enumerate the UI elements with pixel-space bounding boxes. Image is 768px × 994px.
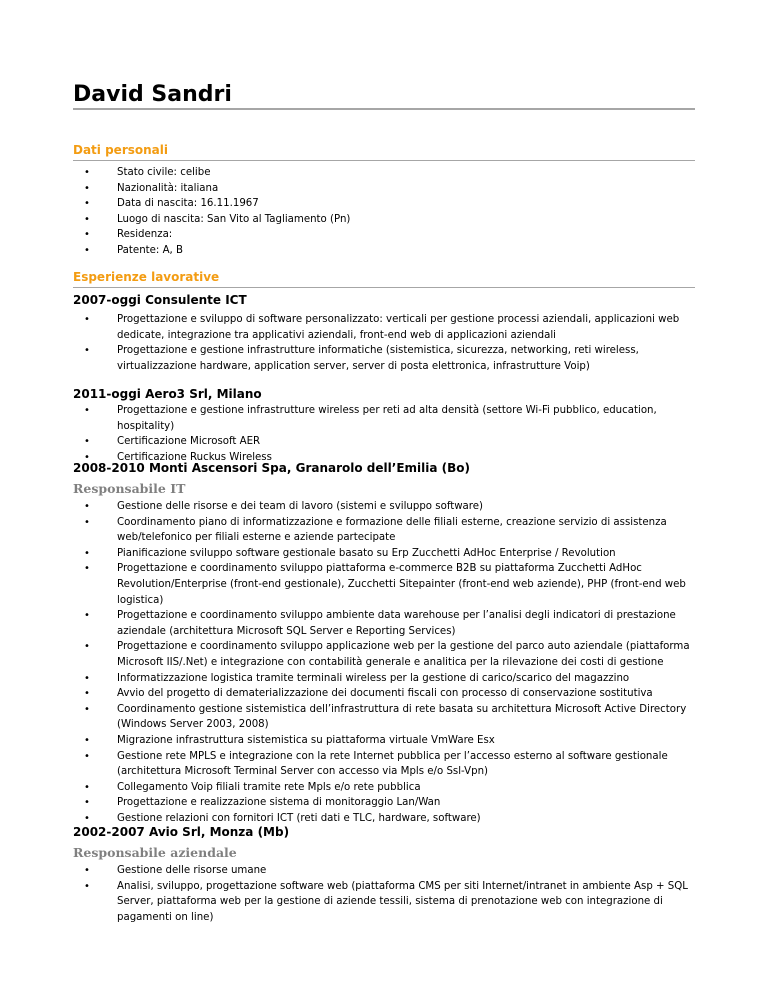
list-item-text: Coordinamento piano di informatizzazione e formazione delle filiali esterne, creazione servizio di assistenza web/telefonico per filiali esterne e aziende partecipate [117, 516, 667, 544]
list-item-text: Progettazione e sviluppo di software personalizzato: verticali per gestione processi aziendali, applicazioni web dedicate, integrazione tra applicativi aziendali, front-end web di applicazioni aziendali [117, 314, 680, 341]
list-item-text: Nazionalità: italiana [117, 182, 219, 194]
list-item [73, 196, 695, 212]
list-item-text: Certificazione Microsoft AER [117, 436, 261, 448]
bullet-icon: • [84, 703, 90, 715]
list-item [73, 312, 695, 343]
list-item [73, 749, 695, 780]
job-role: Responsabile IT [73, 481, 186, 496]
bullet-icon: • [84, 213, 90, 225]
section-title-personal: Dati personali [73, 143, 168, 157]
list-item-text: Gestione relazioni con fornitori ICT (reti dati e TLC, hardware, software) [117, 812, 481, 824]
list-item-text: Progettazione e gestione infrastrutture informatiche (sistemistica, sicurezza, networking, reti wireless, virtualizzazione hardware, application server, server di posta elettronica, infrastrutture Voip) [117, 345, 639, 372]
bullet-icon: • [84, 865, 90, 876]
bullet-icon: • [84, 244, 90, 256]
list-item [73, 863, 695, 879]
list-item-text: Avvio del progetto di dematerializzazione dei documenti fiscali con processo di conservazione sostitutiva [117, 688, 653, 700]
bullet-icon: • [84, 436, 90, 448]
list-item-text: Progettazione e realizzazione sistema di monitoraggio Lan/Wan [117, 797, 441, 809]
list-item [73, 733, 695, 749]
list-item-text: Progettazione e coordinamento sviluppo piattaforma e-commerce B2B su piattaforma Zucchetti AdHoc Revolution/Enterprise (front-end gestionale), Zucchetti Sitepainter (front-end web aziende), PHP (front-end web logistica) [117, 563, 686, 606]
bullet-icon: • [84, 812, 90, 824]
list-item-text: Pianificazione sviluppo software gestionale basato su Erp Zucchetti AdHoc Enterprise / Revolution [117, 547, 616, 559]
bullet-icon: • [84, 451, 90, 463]
bullet-icon: • [84, 880, 90, 892]
list-item [73, 546, 695, 562]
person-name: David Sandri [73, 82, 232, 107]
list-item-text: Collegamento Voip filiali tramite rete Mpls e/o rete pubblica [117, 781, 421, 793]
job-title: 2002-2007 Avio Srl, Monza (Mb) [73, 825, 290, 839]
bullet-icon: • [84, 405, 90, 416]
list-item [73, 639, 695, 670]
list-item-text: Gestione delle risorse e dei team di lavoro (sistemi e sviluppo software) [117, 501, 483, 512]
list-item [73, 403, 695, 434]
bullet-icon: • [84, 501, 90, 512]
list-item [73, 243, 695, 259]
bullet-icon: • [84, 198, 90, 210]
list-item [73, 343, 695, 374]
job-role: Responsabile aziendale [73, 845, 237, 860]
list-item [73, 165, 695, 181]
list-item-text: Data di nascita: 16.11.1967 [117, 198, 259, 210]
section-divider [73, 160, 695, 161]
list-item [73, 212, 695, 228]
list-item [73, 795, 695, 811]
bullet-icon: • [84, 167, 90, 178]
list-item-text: Residenza: [117, 229, 173, 241]
bullet-icon: • [84, 781, 90, 793]
list-item-text: Gestione rete MPLS e integrazione con la rete Internet pubblica per l’accesso esterno al software gestionale (architettura Microsoft Terminal Server con accesso via Mpls e/o Ssl-Vpn) [117, 750, 668, 778]
bullet-icon: • [84, 734, 90, 746]
bullet-icon: • [84, 229, 90, 241]
list-item [73, 686, 695, 702]
list-item-text: Migrazione infrastruttura sistemistica su piattaforma virtuale VmWare Esx [117, 734, 495, 746]
job-title: 2011-oggi Aero3 Srl, Milano [73, 387, 262, 401]
list-item-text: Progettazione e gestione infrastrutture wireless per reti ad alta densità (settore Wi-Fi pubblico, education, hospitality) [117, 405, 657, 432]
list-item [73, 181, 695, 197]
job-title: 2007-oggi Consulente ICT [73, 293, 247, 307]
bullet-icon: • [84, 610, 90, 622]
job-list [73, 863, 695, 925]
section-title-experience: Esperienze lavorative [73, 270, 220, 284]
list-item [73, 434, 695, 450]
list-item [73, 671, 695, 687]
bullet-icon: • [84, 750, 90, 762]
bullet-icon: • [84, 563, 90, 575]
list-item [73, 608, 695, 639]
section-experience [73, 270, 695, 288]
bullet-icon: • [84, 797, 90, 809]
list-item [73, 227, 695, 243]
bullet-icon: • [84, 345, 90, 357]
bullet-icon: • [84, 641, 90, 653]
section-divider [73, 287, 695, 288]
list-item [73, 702, 695, 733]
list-item [73, 780, 695, 796]
list-item [73, 515, 695, 546]
list-item [73, 561, 695, 608]
list-item [73, 499, 695, 515]
list-item-text: Luogo di nascita: San Vito al Tagliamento (Pn) [117, 213, 351, 225]
list-item-text: Analisi, sviluppo, progettazione software web (piattaforma CMS per siti Internet/intranet in ambiente Asp + SQL Server, piattaforma web per la gestione di aziende tessili, sistema di prenotazione web con integrazione di pagamenti on line) [117, 880, 688, 923]
bullet-icon: • [84, 547, 90, 559]
personal-list [73, 165, 695, 259]
bullet-icon: • [84, 182, 90, 194]
section-personal [73, 143, 695, 161]
list-item-text: Coordinamento gestione sistemistica dell’infrastruttura di rete basata su architettura Microsoft Active Directory (Windows Server 2003, 2008) [117, 703, 687, 731]
list-item-text: Progettazione e coordinamento sviluppo applicazione web per la gestione del parco auto aziendale (piattaforma Microsoft IIS/.Net) e integrazione con contabilità generale e analitica per la rilevazione dei costi di gestione [117, 641, 690, 668]
job-title: 2008-2010 Monti Ascensori Spa, Granarolo dell’Emilia (Bo) [73, 461, 470, 475]
list-item-text: Stato civile: celibe [117, 167, 211, 178]
list-item-text: Patente: A, B [117, 244, 184, 256]
bullet-icon: • [84, 314, 90, 325]
bullet-icon: • [84, 516, 90, 528]
list-item-text: Informatizzazione logistica tramite terminali wireless per la gestione di carico/scarico del magazzino [117, 672, 630, 684]
list-item-text: Certificazione Ruckus Wireless [117, 451, 272, 463]
job-list [73, 499, 695, 826]
bullet-icon: • [84, 688, 90, 700]
list-item [73, 879, 695, 926]
job-list [73, 312, 695, 374]
bullet-icon: • [84, 672, 90, 684]
job-list [73, 403, 695, 465]
list-item-text: Gestione delle risorse umane [117, 865, 267, 876]
name-divider [73, 108, 695, 110]
list-item-text: Progettazione e coordinamento sviluppo ambiente data warehouse per l’analisi degli indicatori di prestazione aziendale (architettura Microsoft SQL Server e Reporting Services) [117, 610, 676, 637]
